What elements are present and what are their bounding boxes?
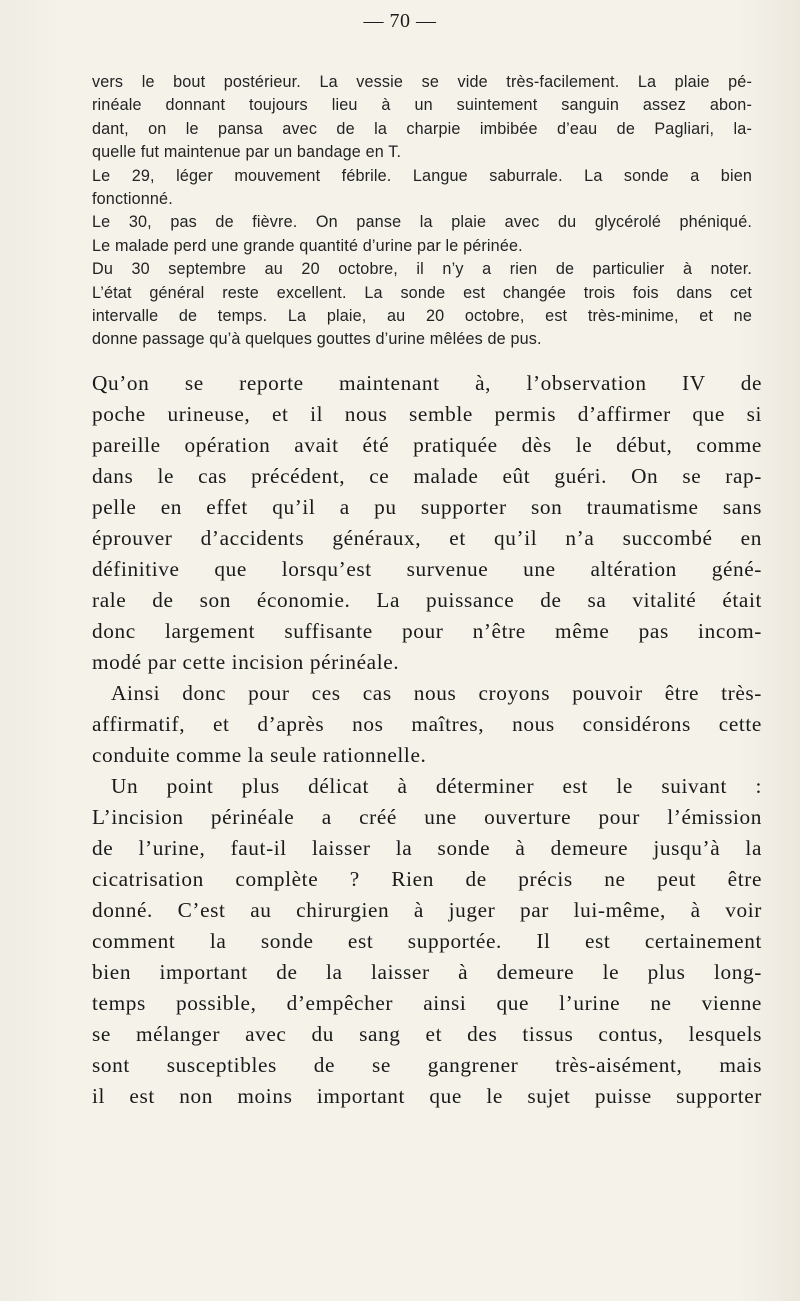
text-line: donné. C’est au chirurgien à juger par lui-même, à voir — [92, 898, 762, 922]
text-line: affirmatif, et d’après nos maîtres, nous considérons cette — [92, 712, 762, 736]
text-line: dant, on le pansa avec de la charpie imbibée d’eau de Pagliari, la- — [92, 119, 752, 138]
text-line: Un point plus délicat à déterminer est le suivant : — [111, 774, 762, 798]
text-line: quelle fut maintenue par un bandage en T. — [92, 143, 402, 162]
text-line: Qu’on se reporte maintenant à, l’observation IV de — [92, 371, 762, 395]
text-line: Du 30 septembre au 20 octobre, il n’y a rien de particulier à noter. — [92, 260, 752, 279]
text-line: L’état général reste excellent. La sonde est changée trois fois dans cet — [92, 283, 752, 302]
text-line: pareille opération avait été pratiquée dès le début, comme — [92, 433, 762, 457]
text-line: rale de son économie. La puissance de sa vitalité était — [92, 588, 762, 612]
text-line: Le malade perd une grande quantité d’urine par le périnée. — [92, 236, 523, 255]
text-line: fonctionné. — [92, 189, 173, 208]
text-line: définitive que lorsqu’est survenue une altération géné- — [92, 557, 762, 581]
text-line: dans le cas précédent, ce malade eût guéri. On se rap- — [92, 464, 762, 488]
text-line: Ainsi donc pour ces cas nous croyons pouvoir être très- — [111, 681, 762, 705]
discussion-block — [92, 368, 762, 1112]
text-line: comment la sonde est supportée. Il est certainement — [92, 929, 762, 953]
text-line: donne passage qu’à quelques gouttes d’urine mêlées de pus. — [92, 330, 542, 349]
text-line: L’incision périnéale a créé une ouverture pour l’émission — [92, 805, 762, 829]
text-line: cicatrisation complète ? Rien de précis ne peut être — [92, 867, 762, 891]
text-line: se mélanger avec du sang et des tissus contus, lesquels — [92, 1022, 762, 1046]
text-line: rinéale donnant toujours lieu à un suintement sanguin assez abon- — [92, 96, 752, 115]
text-line: Le 29, léger mouvement fébrile. Langue saburrale. La sonde a bien — [92, 166, 752, 185]
text-line: éprouver d’accidents généraux, et qu’il n’a succombé en — [92, 526, 762, 550]
text-line: modé par cette incision périnéale. — [92, 650, 400, 674]
text-line: de l’urine, faut-il laisser la sonde à demeure jusqu’à la — [92, 836, 762, 860]
page-number: — 70 — — [363, 10, 437, 32]
text-line: sont susceptibles de se gangrener très-aisément, mais — [92, 1053, 762, 1077]
text-line: donc largement suffisante pour n’être même pas incom- — [92, 619, 762, 643]
text-line: conduite comme la seule rationnelle. — [92, 743, 427, 767]
case-notes-block — [92, 71, 752, 352]
text-line: poche urineuse, et il nous semble permis d’affirmer que si — [92, 402, 762, 426]
text-line: Le 30, pas de fièvre. On panse la plaie avec du glycérolé phéniqué. — [92, 213, 752, 232]
text-line: bien important de la laisser à demeure le plus long- — [92, 960, 762, 984]
text-line: intervalle de temps. La plaie, au 20 octobre, est très-minime, et ne — [92, 306, 752, 325]
text-line: pelle en effet qu’il a pu supporter son traumatisme sans — [92, 495, 762, 519]
text-line: il est non moins important que le sujet puisse supporter — [92, 1084, 762, 1108]
text-line: vers le bout postérieur. La vessie se vide très-facilement. La plaie pé- — [92, 73, 752, 91]
text-line: temps possible, d’empêcher ainsi que l’urine ne vienne — [92, 991, 762, 1015]
